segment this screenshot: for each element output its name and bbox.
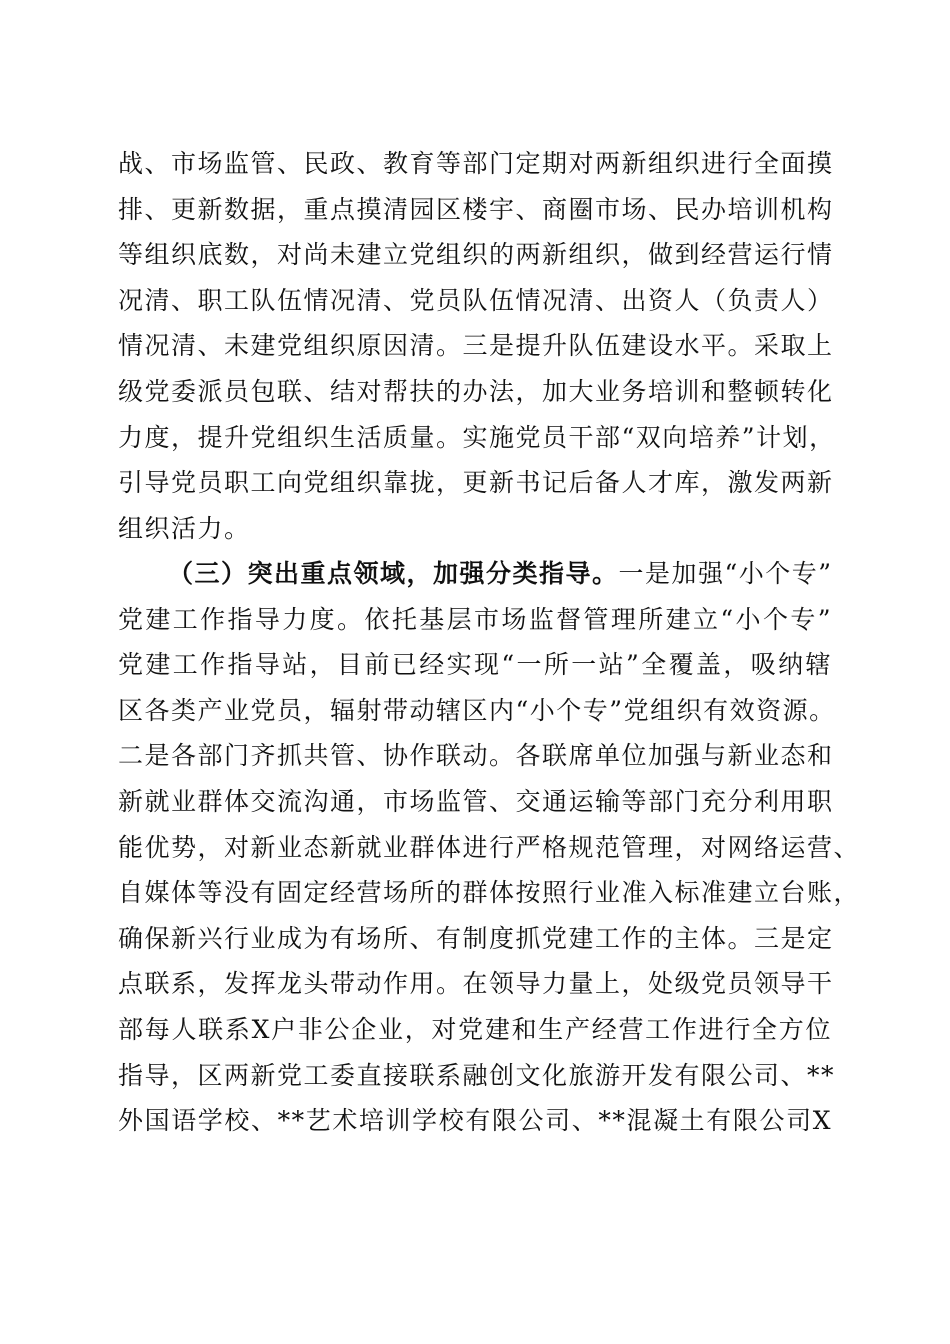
text-line: 自媒体等没有固定经营场所的群体按照行业准入标准建立台账， bbox=[118, 878, 861, 908]
text-line: 能优势，对新业态新就业群体进行严格规范管理，对网络运营、 bbox=[118, 832, 861, 862]
text-line: 力度，提升党组织生活质量。实施党员干部“双向培养”计划， bbox=[118, 422, 836, 452]
section-heading-line bbox=[118, 551, 832, 597]
text-line: 确保新兴行业成为有场所、有制度抓党建工作的主体。三是定 bbox=[118, 923, 834, 953]
text-line: 党建工作指导站，目前已经实现“一所一站”全覆盖，吸纳辖 bbox=[118, 650, 832, 680]
text-line: 二是各部门齐抓共管、协作联动。各联席单位加强与新业态和 bbox=[118, 741, 834, 771]
section-heading: （三）突出重点领域，加强分类指导。 bbox=[168, 559, 619, 588]
text-segment: 一是加强“小个专” bbox=[618, 559, 833, 588]
paragraph-key-areas bbox=[118, 551, 861, 1144]
text-line: 情况清、未建党组织原因清。三是提升队伍建设水平。采取上 bbox=[118, 331, 834, 361]
text-line: 等组织底数，对尚未建立党组织的两新组织，做到经营运行情 bbox=[118, 240, 834, 270]
text-line: 点联系，发挥龙头带动作用。在领导力量上，处级党员领导干 bbox=[118, 969, 834, 999]
text-line: 战、市场监管、民政、教育等部门定期对两新组织进行全面摸 bbox=[118, 149, 834, 178]
text-line: 级党委派员包联、结对帮扶的办法，加大业务培训和整顿转化 bbox=[118, 376, 834, 406]
text-line: 外国语学校、**艺术培训学校有限公司、**混凝土有限公司X bbox=[118, 1106, 832, 1136]
text-line: 区各类产业党员，辐射带动辖区内“小个专”党组织有效资源。 bbox=[118, 695, 836, 725]
text-line: 引导党员职工向党组织靠拢，更新书记后备人才库，激发两新 bbox=[118, 468, 834, 498]
paragraph-workforce bbox=[118, 141, 836, 551]
text-line: 况清、职工队伍情况清、党员队伍情况清、出资人（负责人） bbox=[118, 285, 834, 315]
text-line: 指导，区两新党工委直接联系融创文化旅游开发有限公司、** bbox=[118, 1060, 836, 1090]
text-line: 部每人联系X户非公企业，对党建和生产经营工作进行全方位 bbox=[118, 1014, 832, 1044]
text-line: 党建工作指导力度。依托基层市场监督管理所建立“小个专” bbox=[118, 604, 832, 634]
text-line: 新就业群体交流沟通，市场监管、交通运输等部门充分利用职 bbox=[118, 786, 834, 816]
text-line: 排、更新数据，重点摸清园区楼宇、商圈市场、民办培训机构 bbox=[118, 194, 834, 224]
text-line: 组织活力。 bbox=[118, 513, 251, 543]
